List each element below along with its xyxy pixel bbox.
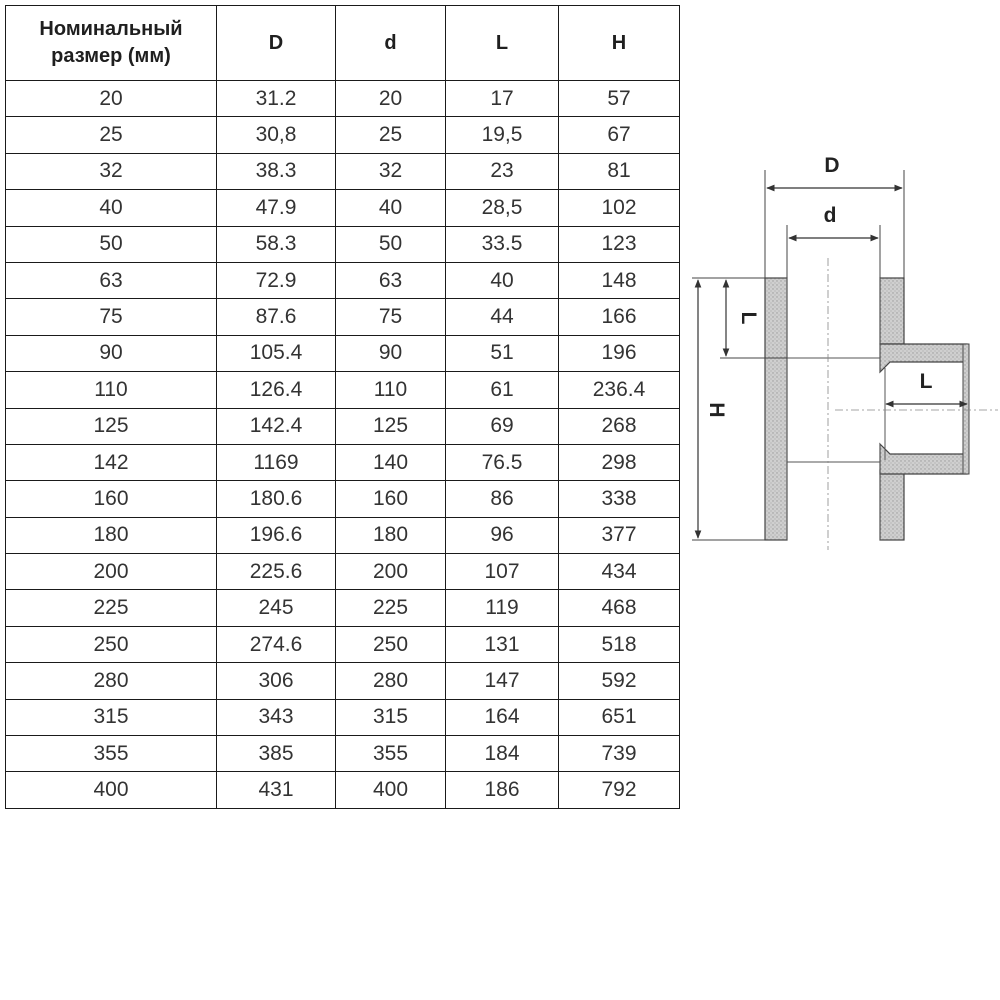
table-row [6, 481, 680, 517]
table-row [6, 262, 680, 298]
cell-nominal-size: 250 [6, 626, 217, 662]
cell-height: 651 [559, 699, 680, 735]
header-inner-diameter: d [336, 6, 446, 81]
cell-height: 338 [559, 481, 680, 517]
cell-inner-diameter: 40 [336, 190, 446, 226]
cell-inner-diameter: 315 [336, 699, 446, 735]
cell-inner-diameter: 200 [336, 554, 446, 590]
cell-length: 51 [446, 335, 559, 371]
cell-length: 28,5 [446, 190, 559, 226]
cell-nominal-size: 355 [6, 736, 217, 772]
cell-outer-diameter: 126.4 [217, 372, 336, 408]
cell-nominal-size: 63 [6, 262, 217, 298]
cell-inner-diameter: 225 [336, 590, 446, 626]
cell-length: 107 [446, 554, 559, 590]
table-row [6, 736, 680, 772]
cell-outer-diameter: 385 [217, 736, 336, 772]
cell-inner-diameter: 32 [336, 153, 446, 189]
cell-length: 61 [446, 372, 559, 408]
cell-nominal-size: 225 [6, 590, 217, 626]
cell-outer-diameter: 274.6 [217, 626, 336, 662]
table-row [6, 190, 680, 226]
cell-length: 17 [446, 81, 559, 117]
cell-length: 69 [446, 408, 559, 444]
cell-height: 123 [559, 226, 680, 262]
cell-length: 119 [446, 590, 559, 626]
cell-inner-diameter: 400 [336, 772, 446, 808]
cell-nominal-size: 32 [6, 153, 217, 189]
cell-inner-diameter: 180 [336, 517, 446, 553]
table-body [6, 81, 680, 809]
cell-nominal-size: 160 [6, 481, 217, 517]
cell-length: 44 [446, 299, 559, 335]
header-length: L [446, 6, 559, 81]
table-row [6, 153, 680, 189]
cell-nominal-size: 25 [6, 117, 217, 153]
cell-outer-diameter: 196.6 [217, 517, 336, 553]
cell-nominal-size: 20 [6, 81, 217, 117]
cell-nominal-size: 400 [6, 772, 217, 808]
cell-length: 86 [446, 481, 559, 517]
cell-length: 147 [446, 663, 559, 699]
table-row [6, 408, 680, 444]
branch-length-dimension [886, 370, 967, 404]
cell-height: 102 [559, 190, 680, 226]
table-row [6, 554, 680, 590]
table-row [6, 699, 680, 735]
cell-inner-diameter: 20 [336, 81, 446, 117]
table-row [6, 81, 680, 117]
cell-outer-diameter: 225.6 [217, 554, 336, 590]
table-row [6, 444, 680, 480]
cell-nominal-size: 40 [6, 190, 217, 226]
cell-outer-diameter: 47.9 [217, 190, 336, 226]
cell-outer-diameter: 38.3 [217, 153, 336, 189]
tee-fitting-drawing [680, 140, 1000, 560]
table-row [6, 117, 680, 153]
cell-length: 19,5 [446, 117, 559, 153]
cell-nominal-size: 180 [6, 517, 217, 553]
header-height: H [559, 6, 680, 81]
table-row [6, 226, 680, 262]
table-row [6, 299, 680, 335]
header-nominal-size: Номинальный размер (мм) [6, 6, 217, 81]
cell-length: 96 [446, 517, 559, 553]
cell-height: 148 [559, 262, 680, 298]
table-row [6, 772, 680, 808]
cell-nominal-size: 142 [6, 444, 217, 480]
cell-outer-diameter: 105.4 [217, 335, 336, 371]
cell-height: 268 [559, 408, 680, 444]
cell-inner-diameter: 125 [336, 408, 446, 444]
cell-length: 76.5 [446, 444, 559, 480]
inner-diameter-label: d [823, 204, 837, 227]
cell-height: 792 [559, 772, 680, 808]
cell-length: 33.5 [446, 226, 559, 262]
cell-inner-diameter: 250 [336, 626, 446, 662]
cell-height: 739 [559, 736, 680, 772]
cell-nominal-size: 50 [6, 226, 217, 262]
cell-nominal-size: 75 [6, 299, 217, 335]
cell-nominal-size: 90 [6, 335, 217, 371]
cell-outer-diameter: 1169 [217, 444, 336, 480]
cell-nominal-size: 315 [6, 699, 217, 735]
cell-inner-diameter: 25 [336, 117, 446, 153]
table-row [6, 335, 680, 371]
branch-length-label: L [919, 370, 933, 393]
cell-outer-diameter: 87.6 [217, 299, 336, 335]
header-outer-diameter: D [217, 6, 336, 81]
cell-length: 23 [446, 153, 559, 189]
table-row [6, 663, 680, 699]
cell-outer-diameter: 31.2 [217, 81, 336, 117]
cell-height: 196 [559, 335, 680, 371]
cell-length: 186 [446, 772, 559, 808]
cell-height: 377 [559, 517, 680, 553]
cell-inner-diameter: 355 [336, 736, 446, 772]
cell-height: 468 [559, 590, 680, 626]
cell-height: 81 [559, 153, 680, 189]
cell-length: 40 [446, 262, 559, 298]
cell-inner-diameter: 63 [336, 262, 446, 298]
cell-outer-diameter: 431 [217, 772, 336, 808]
cell-nominal-size: 200 [6, 554, 217, 590]
cell-length: 164 [446, 699, 559, 735]
cell-nominal-size: 280 [6, 663, 217, 699]
cell-height: 166 [559, 299, 680, 335]
cell-inner-diameter: 110 [336, 372, 446, 408]
cell-height: 67 [559, 117, 680, 153]
height-label: H [705, 402, 728, 418]
cell-outer-diameter: 58.3 [217, 226, 336, 262]
table-header-row [6, 6, 680, 81]
outer-diameter-label: D [824, 154, 840, 177]
cell-inner-diameter: 160 [336, 481, 446, 517]
cell-height: 518 [559, 626, 680, 662]
cell-inner-diameter: 50 [336, 226, 446, 262]
cell-height: 298 [559, 444, 680, 480]
cell-outer-diameter: 306 [217, 663, 336, 699]
cell-outer-diameter: 180.6 [217, 481, 336, 517]
cell-inner-diameter: 90 [336, 335, 446, 371]
table-row [6, 517, 680, 553]
cell-height: 592 [559, 663, 680, 699]
cell-nominal-size: 110 [6, 372, 217, 408]
cell-length: 131 [446, 626, 559, 662]
cell-outer-diameter: 343 [217, 699, 336, 735]
table-row [6, 590, 680, 626]
dimensions-table [5, 5, 680, 809]
cell-outer-diameter: 245 [217, 590, 336, 626]
cell-inner-diameter: 140 [336, 444, 446, 480]
cell-outer-diameter: 30,8 [217, 117, 336, 153]
cell-height: 236.4 [559, 372, 680, 408]
cell-height: 434 [559, 554, 680, 590]
cell-height: 57 [559, 81, 680, 117]
cell-outer-diameter: 142.4 [217, 408, 336, 444]
table-row [6, 626, 680, 662]
socket-depth-label: L [737, 311, 760, 325]
cell-outer-diameter: 72.9 [217, 262, 336, 298]
table-row [6, 372, 680, 408]
cell-inner-diameter: 280 [336, 663, 446, 699]
inner-diameter-dimension [787, 204, 880, 278]
cell-length: 184 [446, 736, 559, 772]
cell-inner-diameter: 75 [336, 299, 446, 335]
cell-nominal-size: 125 [6, 408, 217, 444]
